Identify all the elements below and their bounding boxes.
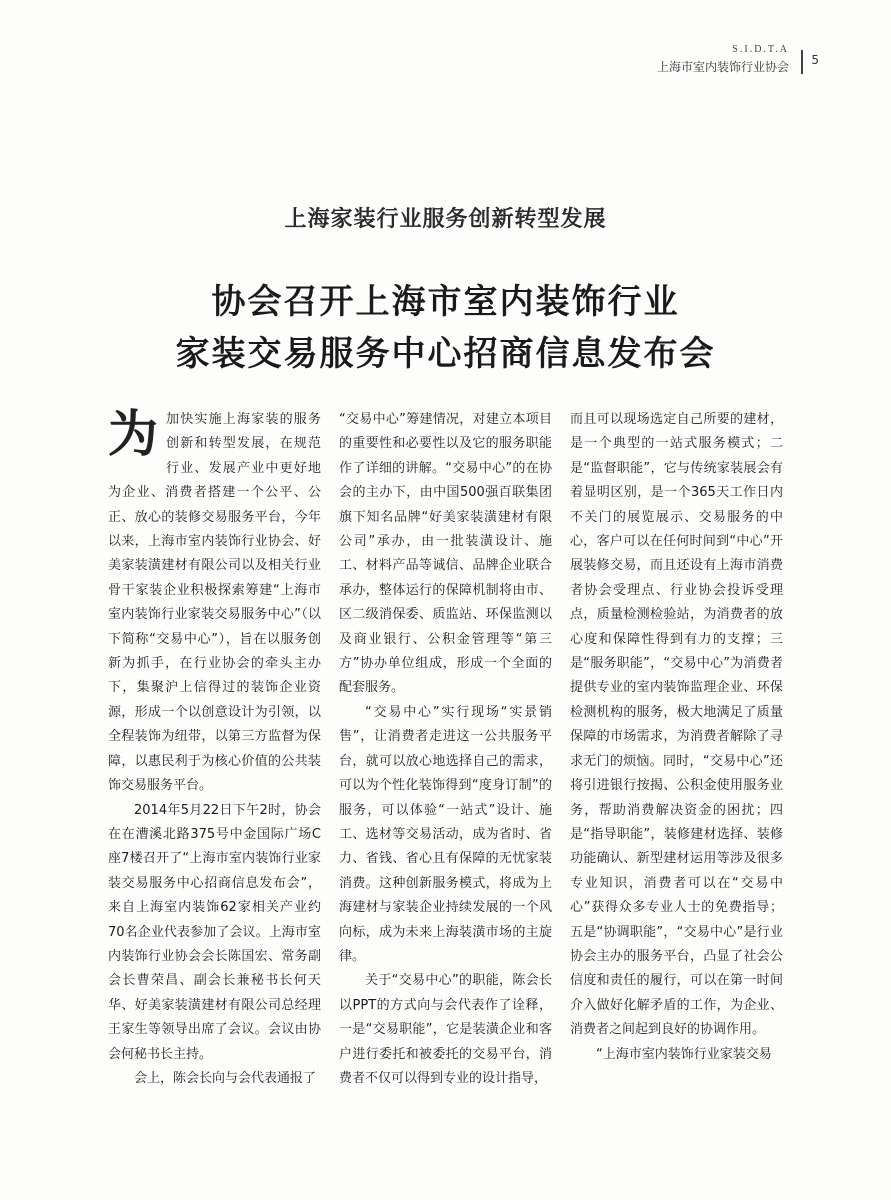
page-header <box>0 0 891 90</box>
paragraph-intro-text: 加快实施上海家装的服务创新和转型发展，在规范行业、发展产业中更好地为企业、消费者搭建一个公平、公正、放心的装修交易服务平台，今年以来，上海市室内装饰行业协会、好美家装潢建材有限公司以及相关行业骨干家装企业积极探索筹建“上海市室内装饰行业家装交易服务中心”（以下简称“交易中心”），旨在以服务创新为抓手，在行业协会的牵头主办下，集聚沪上信得过的装饰企业资源，形成一个以创意设计为引领，以全程装饰为纽带，以第三方监督为保障，以惠民利于为核心价值的公共装饰交易服务平台。 <box>108 412 321 794</box>
paragraph-closing: “上海市室内装饰行业家装交易 <box>596 1046 772 1062</box>
paragraph-report-start <box>108 1067 321 1091</box>
article-title-line-1: 协会召开上海市室内装饰行业 <box>211 282 680 322</box>
header-divider <box>801 50 803 74</box>
paragraph-intro <box>108 404 321 799</box>
page-number: 5 <box>811 53 819 67</box>
paragraph-functions: 关于“交易中心”的职能，陈会长以PPT的方式向与会代表作了诠释，一是“交易职能”，它是装潢企业和客户进行委托和被委托的交易平台，消费者不仅可以得到专业的设计指导， <box>339 973 552 1086</box>
drop-cap: 为 <box>108 404 158 463</box>
org-chinese-name: 上海市室内装饰行业协会 <box>656 60 789 74</box>
org-english-abbr: S.I.D.T.A <box>732 44 789 55</box>
article-title-line-2: 家装交易服务中心招商信息发布会 <box>175 334 716 374</box>
paragraph-functions-continued: 而且可以现场选定自己所要的建材，是一个典型的一站式服务模式；二是“监督职能”，它与传统家装展会有着显明区别，是一个365天工作日内不关门的展览展示、交易服务的中心，客户可以在任何时间到“中心”开展装修交易，而且还设有上海市消费者协会受理点、行业协会投诉受理点，质量检测检验站，为消费者的放心度和保障性得到有力的支撑；三是“服务职能”，“交易中心”为消费者提供专业的室内装饰监理企业、环保检测机构的服务，极大地满足了质量保障的市场需求，为消费者解除了寻求无门的烦恼。同时，“交易中心”还将引进银行按揭、公积金使用服务业务，帮助消费解决资金的困扰；四是“指导职能”，装修建材选择、装修功能确认、新型建材运用等涉及很多专业知识，消费者可以在“交易中心”获得众多专业人士的免费指导；五是“协调职能”，“交易中心”是行业协会主办的服务平台，凸显了社会公信度和责任的履行，可以在第一时间介入做好化解矛盾的工作，为企业、消费者之间起到良好的协调作用。 <box>570 412 783 1038</box>
paragraph-meeting: 2014年5月22日下午2时，协会在在漕溪北路375号中金国际广场C座7楼召开了“上海市室内装饰行业家装交易服务中心招商信息发布会”，来自上海室内装饰62家相关产业约70名企业代表参加了会议。上海市室内装饰行业协会会长陈国宏、常务副会长曹荣昌、副会长兼秘书长何天华、好美家装潢建材有限公司总经理王家生等领导出席了会议。会议由协会何秘书长主持。 <box>108 802 321 1062</box>
text-column-1 <box>108 404 321 1108</box>
text-column-3 <box>570 408 783 1108</box>
paragraph-onsite-sales: “交易中心”实行现场“实景销售”，让消费者走进这一公共服务平台，就可以放心地选择自己的需求，可以为个性化装饰得到“度身订制”的服务，可以体验“一站式”设计、施工、选材等交易活动，成为省时、省力、省钱、省心且有保障的无忧家装消费。这种创新服务模式，将成为上海建材与家装企业持续发展的一个风向标，成为未来上海装潢市场的主旋律。 <box>339 704 552 964</box>
paragraph-report-text: 会上，陈会长向与会代表通报了 <box>134 1070 317 1086</box>
paragraph-report-continued: “交易中心”筹建情况，对建立本项目的重要性和必要性以及它的服务职能作了详细的讲解。“交易中心”的在协会的主办下，由中国500强百联集团旗下知名品牌“好美家装潢建材有限公司”承办，由一批装潢设计、施工、材料产品等诚信、品牌企业联合承办，整体运行的保障机制将由市、区二级消保委、质监站、环保监测以及商业银行、公积金管理等“第三方”协办单位组成，形成一个全面的配套服务。 <box>339 412 552 696</box>
article-subtitle: 上海家装行业服务创新转型发展 <box>284 207 607 232</box>
text-column-2 <box>339 408 552 1108</box>
